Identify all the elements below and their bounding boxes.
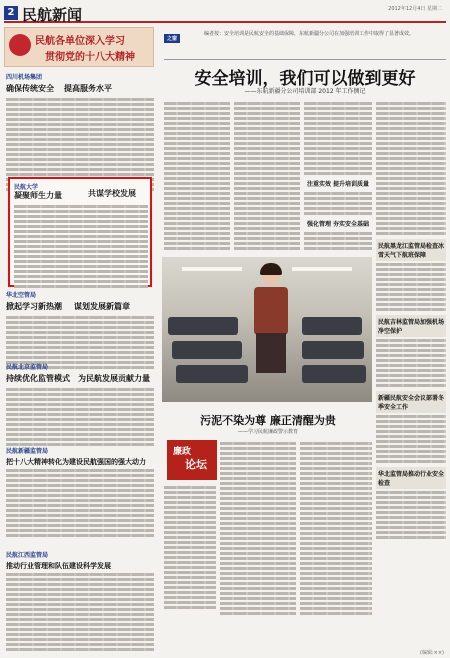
lower-body-col-0 (164, 484, 216, 611)
main-subheadline: ——东航新疆分公司培训部 2012 年工作侧记 (244, 88, 366, 95)
page-number: 2 (4, 6, 18, 20)
integrity-forum-badge (167, 440, 217, 480)
kicker: 民航新疆监管局 (6, 448, 49, 455)
headline-1: 掀起学习新热潮 (6, 301, 62, 311)
party-emblem-icon (9, 34, 31, 56)
flight-attendant-figure (250, 265, 292, 395)
kicker: 华北空管局 (6, 292, 37, 299)
badge-line1: 廉政 (173, 447, 192, 457)
headline-1: 确保传统安全 (6, 83, 54, 93)
main-body-col-3 (304, 100, 372, 252)
brief-headline: 新疆民航安全会议部署冬季安全工作 (378, 395, 445, 411)
headline-1: 把十八大精神转化为建设民航强国的强大动力 (6, 457, 146, 466)
editor-note-strip (164, 28, 446, 60)
article-group-3 (6, 362, 154, 448)
brief-headline: 民航黑龙江监管局检查冰雪天气下航班保障 (378, 243, 445, 259)
article-group-5 (6, 550, 154, 653)
brief-headline: 民航吉林监管局加强机场净空保护 (378, 319, 445, 335)
section-title: 民航新闻 (22, 6, 83, 24)
highlighted-article (8, 177, 152, 287)
cabin-training-photo (162, 257, 372, 402)
kicker: 民航大学 (14, 184, 39, 191)
article-group-2 (6, 290, 154, 371)
article-group-1 (6, 72, 154, 193)
section-tag: 之窗 (164, 34, 180, 43)
headline-1: 凝聚师生力量 (14, 190, 62, 200)
lower-body-col-2 (300, 440, 372, 617)
editor-credit: (编辑:××) (420, 650, 444, 656)
headline-1: 持续优化监管模式 (6, 373, 70, 383)
kicker: 民航江西监管局 (6, 552, 49, 559)
lower-subheadline: ——学习民航廉政警示教育 (237, 429, 298, 435)
headline-1: 推动行业管理和队伍建设科学发展 (6, 561, 111, 570)
lower-body-col-1 (220, 440, 296, 617)
editor-note: 编者按：安全培训是民航安全的基础保障，东航新疆分公司在加强培训工作中取得了显著成效。 (204, 31, 415, 37)
kicker: 民航北京监管局 (6, 364, 49, 371)
headline-2: 为民航发展贡献力量 (78, 373, 150, 383)
right-news-column (376, 100, 446, 541)
kicker: 四川机场集团 (6, 74, 43, 81)
date-line: 2012年12月4日 星期二 (388, 6, 442, 12)
article-group-4 (6, 446, 154, 539)
masthead (4, 3, 446, 23)
banner-line2: 贯彻党的十八大精神 (45, 52, 135, 63)
badge-line2: 论坛 (185, 458, 207, 471)
headline-2: 提高服务水平 (64, 83, 112, 93)
brief-headline: 华北监管局推动行业安全检查 (378, 471, 445, 487)
main-body-col-1 (164, 100, 230, 252)
headline-2: 谋划发展新篇章 (74, 301, 130, 311)
main-headline: 安全培训，我们可以做到更好 (194, 69, 416, 89)
section-subhead: 强化管理 夯实安全基础 (306, 221, 370, 228)
headline-2: 共谋学校发展 (88, 188, 136, 198)
banner-line1: 民航各单位深入学习 (35, 36, 125, 47)
feature-banner (4, 27, 154, 67)
main-body-col-2 (234, 100, 300, 252)
section-subhead: 注重实效 提升培训质量 (306, 181, 370, 188)
lower-headline: 污泥不染为尊 廉正清醒为贵 (200, 414, 336, 427)
